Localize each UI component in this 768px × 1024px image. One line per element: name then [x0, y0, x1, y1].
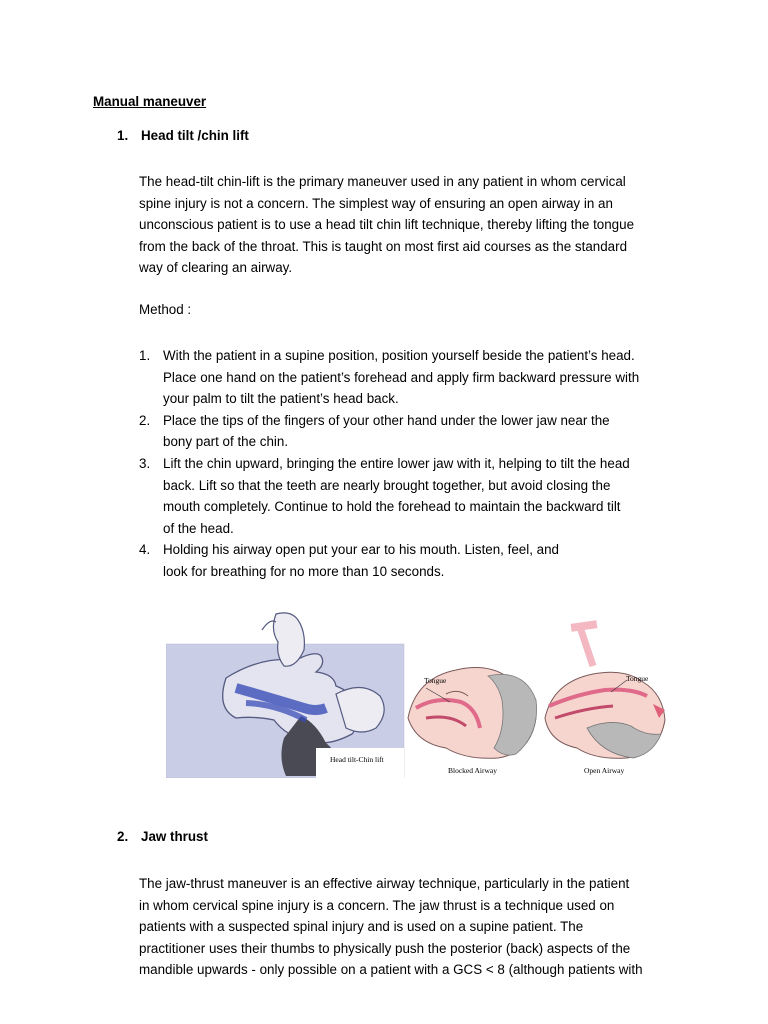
step-line: your palm to tilt the patient’s head back. [163, 391, 399, 407]
step-number: 4. [139, 542, 151, 558]
step-line: Holding his airway open put your ear to his mouth. Listen, feel, and [163, 542, 559, 558]
paragraph-line: patients with a suspected spinal injury and is used on a supine patient. The [139, 919, 584, 935]
step-number: 1. [139, 348, 151, 363]
paragraph-line: way of clearing an airway. [139, 260, 293, 276]
heading-head-tilt [117, 128, 249, 143]
paragraph-line: from the back of the throat. This is taught on most first aid courses as the standard [139, 238, 628, 254]
paragraph-line: The jaw-thrust maneuver is an effective airway technique, particularly in the patient [139, 876, 630, 891]
list-item [139, 345, 639, 410]
heading-jaw-thrust [117, 829, 208, 844]
list-item [139, 453, 639, 539]
heading-number: 1. [117, 128, 129, 143]
paragraph-line: spine injury is not a concern. The simplest way of ensuring an open airway in an [139, 195, 613, 211]
step-line: Place one hand on the patient’s forehead and apply firm backward pressure with [163, 369, 640, 385]
caption-open-airway: Open Airway [584, 766, 625, 775]
heading-text: Jaw thrust [141, 829, 208, 844]
blocked-airway-illustration [406, 608, 541, 778]
caption-blocked-airway: Blocked Airway [448, 766, 497, 775]
list-item [139, 539, 639, 582]
step-line: Lift the chin upward, bringing the entire lower jaw with it, helping to tilt the head [163, 455, 630, 471]
step-line: look for breathing for no more than 10 seconds. [163, 563, 445, 579]
step-number: 3. [139, 455, 151, 471]
airway-figure [166, 608, 672, 778]
step-line: back. Lift so that the teeth are nearly brought together, but avoid closing the [163, 477, 611, 493]
caption-head-tilt: Head tilt-Chin lift [330, 755, 384, 764]
method-steps [139, 345, 639, 583]
step-line: With the patient in a supine position, position yourself beside the patient’s head. [163, 348, 635, 363]
heading-text: Head tilt /chin lift [141, 128, 249, 143]
step-number: 2. [139, 412, 151, 428]
open-airway-illustration [541, 608, 672, 778]
list-item [139, 410, 639, 453]
section-title: Manual maneuver [93, 94, 207, 109]
paragraph-line: mandible upwards - only possible on a patient with a GCS < 8 (although patients with [139, 962, 643, 978]
paragraph-line: practitioner uses their thumbs to physically push the posterior (back) aspects of the [139, 940, 631, 956]
paragraph-line: The head-tilt chin-lift is the primary maneuver used in any patient in whom cervical [139, 174, 626, 189]
step-line: mouth completely. Continue to hold the forehead to maintain the backward tilt [163, 499, 621, 515]
paragraph-line: unconscious patient is to use a head tilt chin lift technique, thereby lifting the tongue [139, 217, 635, 233]
step-line: bony part of the chin. [163, 434, 289, 450]
paragraph-line: in whom cervical spine injury is a concern. The jaw thrust is a technique used on [139, 897, 615, 913]
head-tilt-illustration [166, 608, 406, 778]
method-label: Method : [139, 302, 192, 317]
head-tilt-paragraph [139, 171, 634, 279]
step-line: Place the tips of the fingers of your other hand under the lower jaw near the [163, 412, 610, 428]
label-tongue-blocked: Tongue [424, 676, 447, 685]
step-line: of the head. [163, 520, 234, 536]
heading-number: 2. [117, 829, 129, 844]
label-tongue-open: Tongue [626, 674, 649, 683]
jaw-thrust-paragraph [139, 873, 643, 981]
